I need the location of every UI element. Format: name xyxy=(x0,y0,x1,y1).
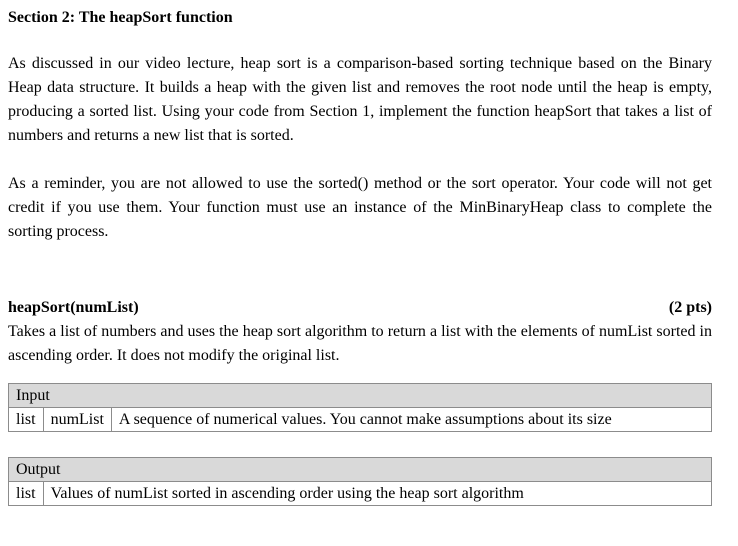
input-description-cell: A sequence of numerical values. You cannot make assumptions about its size xyxy=(111,408,711,432)
output-type-cell: list xyxy=(9,482,44,506)
function-header xyxy=(8,296,712,320)
input-table xyxy=(8,383,712,432)
reminder-paragraph: As a reminder, you are not allowed to use the sorted() method or the sort operator. Your code will not get credit if you use them. Your function must use an instance of the MinBinaryHeap class to complete the sorting process. xyxy=(8,175,712,240)
output-table xyxy=(8,457,712,506)
section-title: Section 2: The heapSort function xyxy=(8,9,233,26)
output-description-cell: Values of numList sorted in ascending order using the heap sort algorithm xyxy=(43,482,711,506)
table-row xyxy=(9,482,712,506)
function-signature: heapSort(numList) xyxy=(8,299,139,316)
function-points: (2 pts) xyxy=(668,299,712,316)
intro-paragraph: As discussed in our video lecture, heap sort is a comparison-based sorting technique based on the Binary Heap data structure. It builds a heap with the given list and removes the root node until the heap is empty, producing a sorted list. Using your code from Section 1, implement the function heapSort that takes a list of numbers and returns a new list that is sorted. xyxy=(8,55,712,144)
input-name-cell: numList xyxy=(43,408,111,432)
function-description: Takes a list of numbers and uses the heap sort algorithm to return a list with the elements of numList sorted in ascending order. It does not modify the original list. xyxy=(8,323,712,364)
document-page xyxy=(8,6,712,506)
input-type-cell: list xyxy=(9,408,44,432)
table-row xyxy=(9,408,712,432)
output-table-header: Output xyxy=(9,458,712,482)
input-table-header: Input xyxy=(9,384,712,408)
